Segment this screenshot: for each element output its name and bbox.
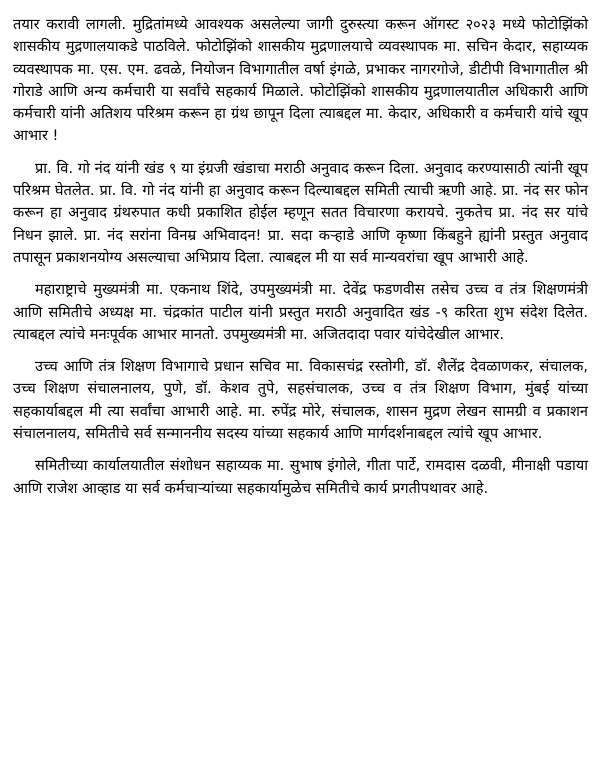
paragraph-ministers-acknowledgement: महाराष्ट्राचे मुख्यमंत्री मा. एकनाथ शिंदे, उपमुख्यमंत्री मा. देवेंद्र फडणवीस तसेच उच्च व तंत्र शिक्षणमंत्री आणि समितीचे अध्यक्ष मा. चंद्रकांत पाटील यांनी प्रस्तुत मराठी अनुवादित खंड -९ करिता शुभ संदेश दिलेत. त्याबद्दल त्यांचे मनःपूर्वक आभार मानतो. उपमुख्यमंत्री मा. अजितदादा पवार यांचेदेखील आभार.	[13, 281, 588, 343]
paragraph-translation-acknowledgement: प्रा. वि. गो नंद यांनी खंड ९ या इंग्रजी खंडाचा मराठी अनुवाद करून दिला. अनुवाद करण्यासाठी त्यांनी खूप परिश्रम घेतलेत. प्रा. वि. गो नंद यांनी हा अनुवाद करून दिल्याबद्दल समिती त्याची ऋणी आहे. प्रा. नंद सर फोन करून हा अनुवाद ग्रंथरुपात कधी प्रकाशित होईल म्हणून सतत विचारणा करायचे. नुकतेच प्रा. नंद सर यांचे निधन झाले. प्रा. नंद सरांना विनम्र अभिवादन! प्रा. सदा कऱ्हाडे आणि कृष्णा किंबहुने ह्यांनी प्रस्तुत अनुवाद तपासून प्रकाशनयोग्य असल्याचा अभिप्राय दिला. त्याबद्दल मी या सर्व मान्यवरांचा खूप आभारी आहे.	[13, 159, 588, 266]
paragraph-staff-acknowledgement: समितीच्या कार्यालयातील संशोधन सहाय्यक मा. सुभाष इंगोले, गीता पार्टे, रामदास दळवी, मीनाक्षी पडाया आणि राजेश आव्हाड या सर्व कर्मचाऱ्यांच्या सहकार्यामुळेच समितीचे कार्य प्रगतीपथावर आहे.	[13, 457, 588, 497]
paragraph-department-acknowledgement: उच्च आणि तंत्र शिक्षण विभागाचे प्रधान सचिव मा. विकासचंद्र रस्तोगी, डॉ. शैलेंद्र देवळाणकर, संचालक, उच्च शिक्षण संचालनालय, पुणे, डॉ. केशव तुपे, सहसंचालक, उच्च व तंत्र शिक्षण विभाग, मुंबई यांच्या सहकार्याबद्दल मी त्या सर्वांचा आभारी आहे. मा. रुपेंद्र मोरे, संचालक, शासन मुद्रण लेखन सामग्री व प्रकाशन संचालनालय, समितीचे सर्व सन्माननीय सदस्य यांच्या सहकार्य आणि मार्गदर्शनाबद्दल त्यांचे खूप आभार.	[13, 358, 588, 443]
paragraph-printing-acknowledgement: तयार करावी लागली. मुद्रितांमध्ये आवश्यक असलेल्या जागी दुरुस्त्या करून ऑगस्ट २०२३ मध्ये फोटोझिंको शासकीय मुद्रणालयाकडे पाठविले. फोटोझिंको शासकीय मुद्रणालयाचे व्यवस्थापक मा. सचिन केदार, सहाय्यक व्यवस्थापक मा. एस. एम. ढवळे, नियोजन विभागातील वर्षा इंगळे, प्रभाकर नागरगोजे, डीटीपी विभागातील श्री गोराडे आणि अन्य कर्मचारी या सर्वांचे सहकार्य मिळाले. फोटोझिंको शासकीय मुद्रणालयातील अधिकारी आणि कर्मचारी यांनी अतिशय परिश्रम करून हा ग्रंथ छापून दिला त्याबद्दल मा. केदार, अधिकारी व कर्मचारी यांचे खूप आभार !	[13, 16, 588, 145]
